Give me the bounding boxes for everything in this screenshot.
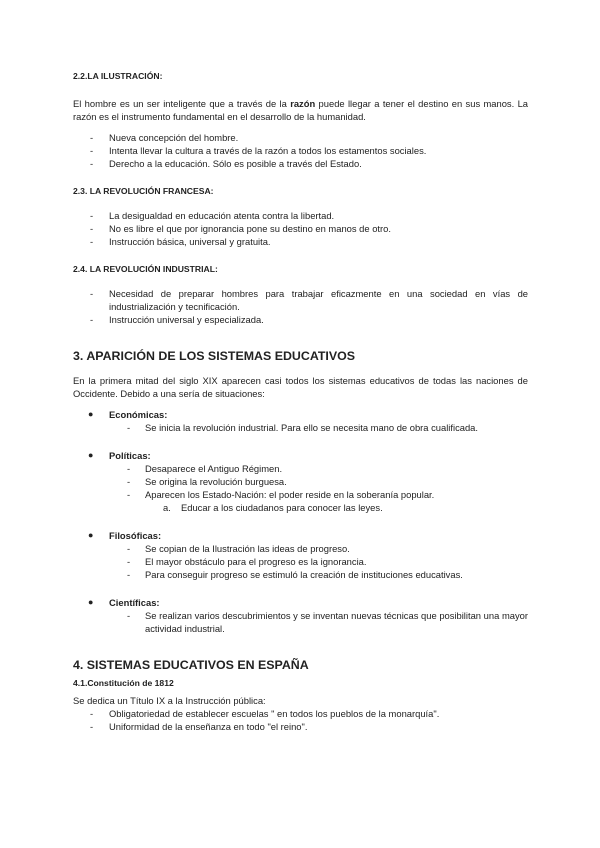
- paragraph-titulo-ix: Se dedica un Título IX a la Instrucción pública:: [73, 695, 266, 706]
- list-item: - Nueva concepción del hombre.: [73, 131, 528, 144]
- bullet-group-politicas: [73, 449, 528, 462]
- paragraph-ilustracion: [73, 97, 528, 123]
- list-item: - Obligatoriedad de establecer escuelas " en todos los pueblos de la monarquía".: [73, 707, 528, 720]
- list-item: - Desaparece el Antiguo Régimen.: [73, 462, 528, 475]
- bullet-title: Filosóficas:: [109, 530, 162, 541]
- bullet-icon: ●: [88, 450, 94, 460]
- list-item: - Necesidad de preparar hombres para trabajar eficazmente en una sociedad en vías de industrialización y tecnificación.: [73, 287, 528, 313]
- list-revolucion-francesa: [73, 209, 528, 248]
- bullet-group-filosoficas: [73, 529, 528, 542]
- bullet-title: Económicas:: [109, 409, 168, 420]
- heading-sistemas-espana: 4. SISTEMAS EDUCATIVOS EN ESPAÑA: [73, 658, 309, 672]
- paragraph-sistemas-educativos: En la primera mitad del siglo XIX aparecen casi todos los sistemas educativos de todas las naciones de Occidente. Debido a una sería de situaciones:: [73, 375, 528, 399]
- list-revolucion-industrial: [73, 287, 528, 326]
- bullet-icon: ●: [88, 597, 94, 607]
- bullet-icon: ●: [88, 409, 94, 419]
- sub-list-item: [73, 501, 528, 514]
- para-pre: El hombre es un ser inteligente que a través de la: [73, 98, 291, 109]
- list-constitucion: [73, 707, 528, 733]
- list-item: - Aparecen los Estado-Nación: el poder reside en la soberanía popular.: [73, 488, 528, 501]
- list-item: - Instrucción básica, universal y gratuita.: [73, 235, 528, 248]
- bullet-group-cientificas: [73, 596, 528, 609]
- heading-sistemas-educativos: 3. APARICIÓN DE LOS SISTEMAS EDUCATIVOS: [73, 349, 356, 363]
- document-page: [73, 70, 528, 733]
- heading-constitucion-1812: 4.1.Constitución de 1812: [73, 678, 174, 688]
- list-item: - El mayor obstáculo para el progreso es la ignorancia.: [73, 555, 528, 568]
- list-item: - Se inicia la revolución industrial. Para ello se necesita mano de obra cualificada.: [73, 421, 528, 434]
- bullet-group-economicas: [73, 408, 528, 421]
- sub-list-text: Educar a los ciudadanos para conocer las leyes.: [181, 502, 383, 513]
- list-item: - No es libre el que por ignorancia pone su destino en manos de otro.: [73, 222, 528, 235]
- list-ilustracion: [73, 131, 528, 170]
- list-item: - Se origina la revolución burguesa.: [73, 475, 528, 488]
- heading-ilustracion: 2.2.LA ILUSTRACIÓN:: [73, 71, 163, 81]
- bullet-icon: ●: [88, 530, 94, 540]
- list-item: - Instrucción universal y especializada.: [73, 313, 528, 326]
- bullet-title: Científicas:: [109, 597, 160, 608]
- heading-revolucion-francesa: 2.3. LA REVOLUCIÓN FRANCESA:: [73, 186, 214, 196]
- sub-list-marker: a.: [163, 502, 171, 513]
- list-item: - Intenta llevar la cultura a través de la razón a todos los estamentos sociales.: [73, 144, 528, 157]
- heading-revolucion-industrial: 2.4. LA REVOLUCIÓN INDUSTRIAL:: [73, 264, 218, 274]
- para-bold-razon: razón: [290, 98, 316, 109]
- list-item: - Derecho a la educación. Sólo es posible a través del Estado.: [73, 157, 528, 170]
- list-item: - La desigualdad en educación atenta contra la libertad.: [73, 209, 528, 222]
- list-item: - Se copian de la Ilustración las ideas de progreso.: [73, 542, 528, 555]
- list-item: - Uniformidad de la enseñanza en todo "el reino".: [73, 720, 528, 733]
- list-item: - Se realizan varios descubrimientos y se inventan nuevas técnicas que posibilitan una mayor actividad industrial.: [73, 609, 528, 635]
- bullet-title: Políticas:: [109, 450, 151, 461]
- para-post: puede llegar a tener el destino en sus manos. La razón es el instrumento fundamental en el desarrollo de la humanidad.: [73, 98, 529, 122]
- list-item: - Para conseguir progreso se estimuló la creación de instituciones educativas.: [73, 568, 528, 581]
